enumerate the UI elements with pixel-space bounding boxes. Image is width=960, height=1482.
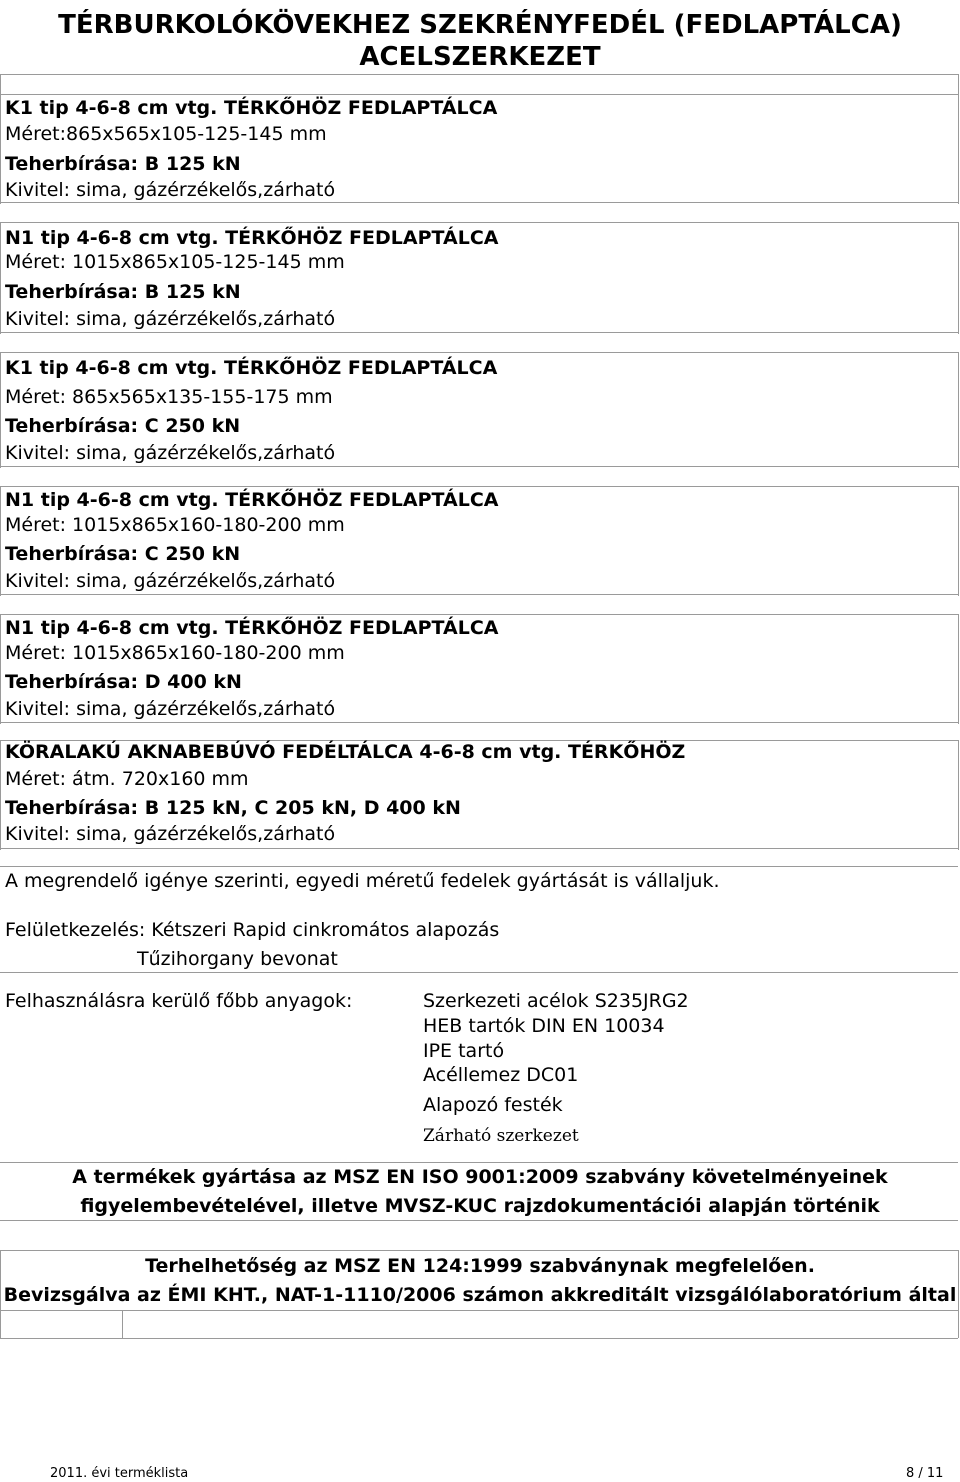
product-name: N1 tip 4-6-8 cm vtg. TÉRKŐHÖZ FEDLAPTÁLCA — [5, 617, 499, 639]
product-finish: Kivitel: sima, gázérzékelős,zárható — [5, 823, 336, 845]
table-rule — [958, 486, 959, 596]
product-load: Teherbírása: D 400 kN — [5, 671, 242, 693]
table-rule — [0, 848, 958, 849]
table-rule — [958, 614, 959, 724]
table-rule — [0, 1220, 958, 1221]
table-rule — [0, 866, 958, 867]
page-title: TÉRBURKOLÓKÖVEKHEZ SZEKRÉNYFEDÉL (FEDLAPTÁLCA) — [58, 10, 902, 40]
product-load: Teherbírása: B 125 kN — [5, 281, 241, 303]
table-rule — [0, 466, 958, 467]
page-number: 8 / 11 — [906, 1466, 944, 1481]
surface-treatment-secondary: Tűzihorgany bevonat — [137, 948, 338, 970]
product-load: Teherbírása: B 125 kN — [5, 153, 241, 175]
table-rule — [0, 94, 958, 95]
test-lab-text: Bevizsgálva az ÉMI KHT., NAT-1-1110/2006 számon akkreditált vizsgálólaboratórium által — [3, 1284, 957, 1306]
table-rule — [0, 1310, 958, 1311]
footer-title: 2011. évi terméklista — [50, 1466, 189, 1481]
product-size: Méret: 1015x865x160-180-200 mm — [5, 642, 345, 664]
page-subtitle: ACELSZERKEZET — [359, 42, 601, 72]
table-rule — [0, 740, 1, 850]
table-rule — [0, 722, 958, 723]
product-finish: Kivitel: sima, gázérzékelős,zárható — [5, 442, 336, 464]
product-name: N1 tip 4-6-8 cm vtg. TÉRKŐHÖZ FEDLAPTÁLCA — [5, 227, 499, 249]
table-rule — [0, 1338, 958, 1339]
product-size: Méret: 1015x865x105-125-145 mm — [5, 251, 345, 273]
test-lab-statement — [0, 1283, 960, 1307]
material-item: Szerkezeti acélok S235JRG2 — [423, 990, 689, 1012]
table-rule — [958, 740, 959, 850]
surface-treatment: Felületkezelés: Kétszeri Rapid cinkromátos alapozás — [5, 919, 500, 941]
quality-statement: figyelembevételével, illetve MVSZ-KUC rajzdokumentációi alapján történik — [80, 1195, 880, 1217]
table-rule — [0, 1162, 958, 1163]
table-rule — [0, 972, 958, 973]
material-item: IPE tartó — [423, 1040, 505, 1062]
table-rule — [958, 352, 959, 468]
load-standard: Terhelhetőség az MSZ EN 124:1999 szabványnak megfelelően. — [145, 1255, 815, 1277]
product-finish: Kivitel: sima, gázérzékelős,zárható — [5, 308, 336, 330]
table-rule — [0, 1250, 958, 1251]
material-item: HEB tartók DIN EN 10034 — [423, 1015, 665, 1037]
product-size: Méret:865x565x105-125-145 mm — [5, 123, 327, 145]
product-size: Méret: átm. 720x160 mm — [5, 768, 249, 790]
table-rule — [0, 352, 1, 468]
product-finish: Kivitel: sima, gázérzékelős,zárható — [5, 698, 336, 720]
product-finish: Kivitel: sima, gázérzékelős,zárható — [5, 570, 336, 592]
table-rule — [0, 222, 958, 223]
table-rule — [0, 74, 958, 75]
table-rule — [0, 614, 958, 615]
material-item: Acéllemez DC01 — [423, 1064, 579, 1086]
table-rule — [0, 202, 958, 203]
product-name: K1 tip 4-6-8 cm vtg. TÉRKŐHÖZ FEDLAPTÁLCA — [5, 357, 498, 379]
table-rule — [958, 222, 959, 334]
table-rule — [0, 594, 958, 595]
table-rule — [0, 332, 958, 333]
product-name: K1 tip 4-6-8 cm vtg. TÉRKŐHÖZ FEDLAPTÁLCA — [5, 97, 498, 119]
product-name: N1 tip 4-6-8 cm vtg. TÉRKŐHÖZ FEDLAPTÁLCA — [5, 489, 499, 511]
product-finish: Kivitel: sima, gázérzékelős,zárható — [5, 179, 336, 201]
table-rule — [0, 352, 958, 353]
product-load: Teherbírása: C 250 kN — [5, 543, 241, 565]
quality-statement: A termékek gyártása az MSZ EN ISO 9001:2009 szabvány követelményeinek — [72, 1166, 888, 1188]
table-rule — [122, 1310, 123, 1338]
table-rule — [958, 74, 959, 204]
table-rule — [0, 614, 1, 724]
product-load: Teherbírása: C 250 kN — [5, 415, 241, 437]
material-item: Zárható szerkezet — [423, 1126, 579, 1146]
table-rule — [0, 222, 1, 334]
table-rule — [0, 486, 958, 487]
custom-order-note: A megrendelő igénye szerinti, egyedi méretű fedelek gyártását is vállaljuk. — [5, 870, 720, 892]
product-size: Méret: 1015x865x160-180-200 mm — [5, 514, 345, 536]
table-rule — [0, 486, 1, 596]
table-rule — [0, 74, 1, 204]
product-name: KÖRALAKÚ AKNABEBÚVÓ FEDÉLTÁLCA 4-6-8 cm vtg. TÉRKŐHÖZ — [5, 741, 686, 763]
material-item: Alapozó festék — [423, 1094, 563, 1116]
materials-label: Felhasználásra kerülő főbb anyagok: — [5, 990, 353, 1012]
product-load: Teherbírása: B 125 kN, C 205 kN, D 400 kN — [5, 797, 461, 819]
product-size: Méret: 865x565x135-155-175 mm — [5, 386, 333, 408]
